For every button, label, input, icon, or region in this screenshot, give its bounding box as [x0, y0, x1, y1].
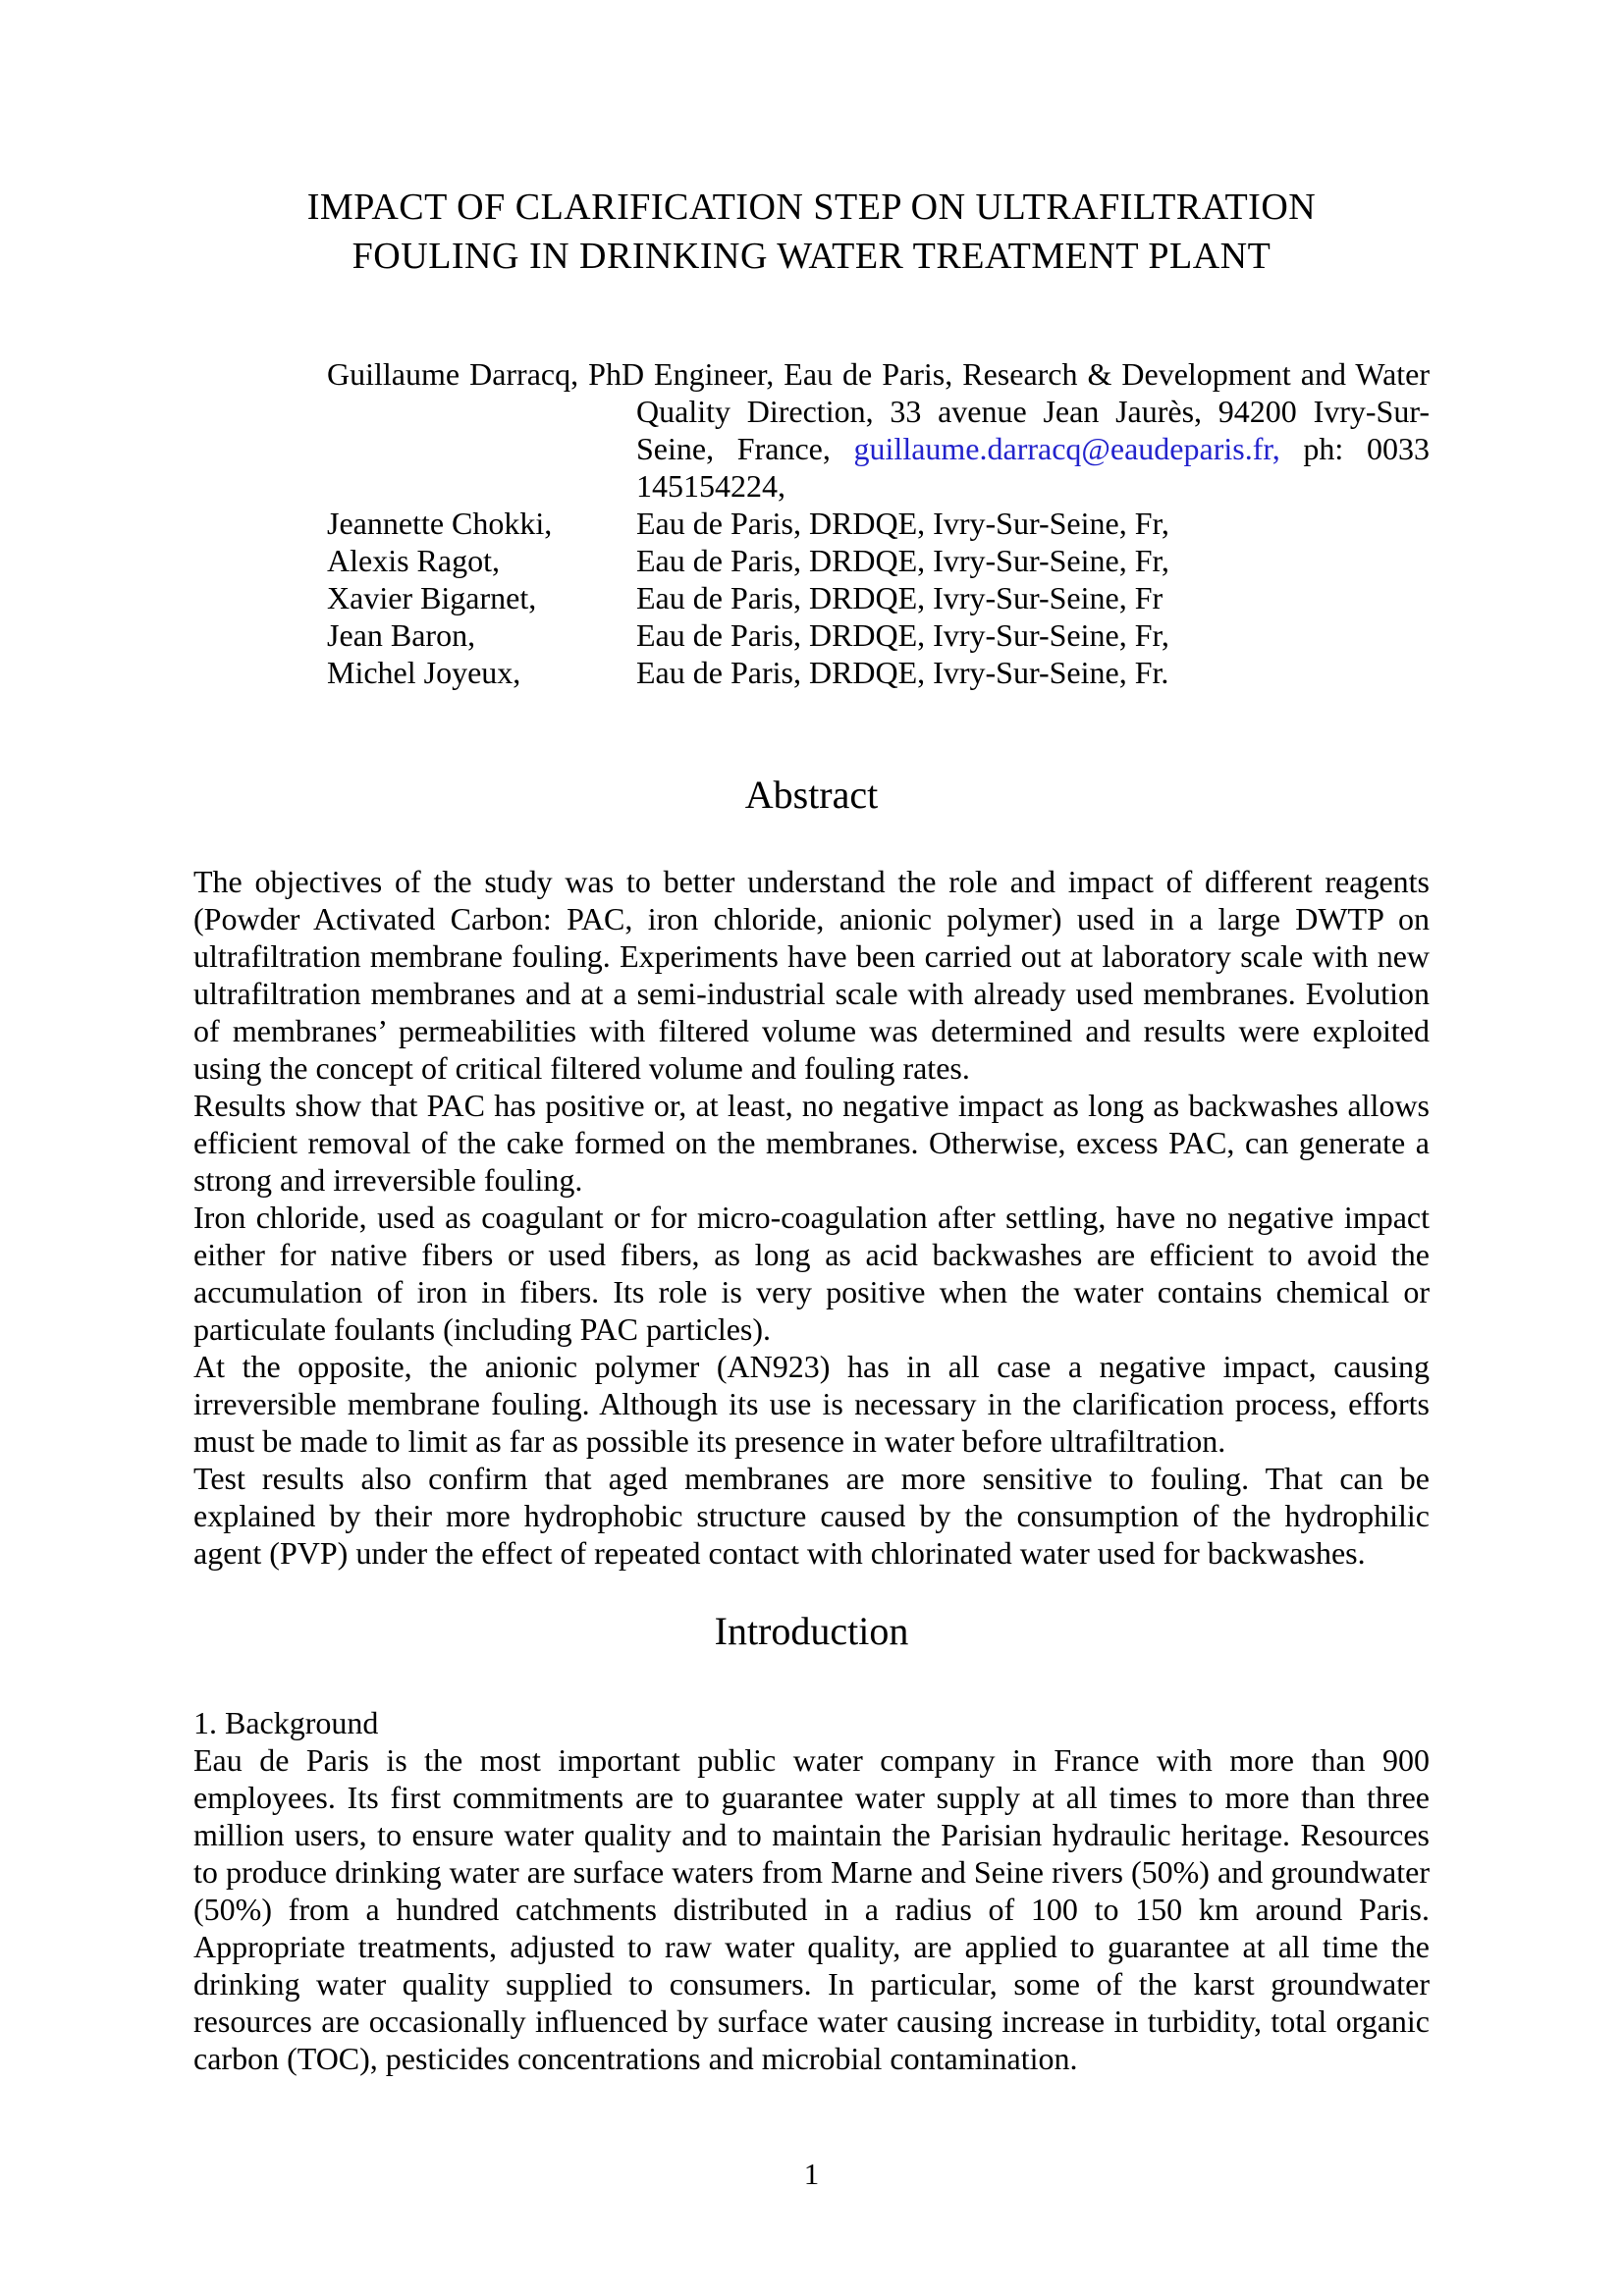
author-row — [327, 505, 1430, 542]
author-name: Jeannette Chokki, — [327, 506, 553, 541]
author-row — [327, 654, 1430, 691]
abstract-paragraph: Test results also confirm that aged membranes are more sensitive to fouling. That can be explained by their more hydrophobic structure caused by the consumption of the hydrophilic agent (PVP) under the effect of repeated contact with chlorinated water used for backwashes. — [193, 1461, 1430, 1571]
author-affiliation: Eau de Paris, DRDQE, Ivry-Sur-Seine, Fr — [636, 580, 1163, 615]
paper-title — [193, 183, 1430, 281]
author-row — [327, 542, 1430, 579]
background-paragraph: Eau de Paris is the most important public water company in France with more than 900 employees. Its first commitments are to guarantee water supply at all times to more than three million users, to ensure water quality and to maintain the Parisian hydraulic heritage. Resources to produce drinking water are surface waters from Marne and Seine rivers (50%) and groundwater (50%) from a hundred catchments distributed in a radius of 100 to 150 km around Paris. Appropriate treatments, adjusted to raw water quality, are applied to guarantee at all time the drinking water quality supplied to consumers. In particular, some of the karst groundwater resources are occasionally influenced by surface water causing increase in turbidity, total organic carbon (TOC), pesticides concentrations and microbial contamination. — [193, 1742, 1430, 2076]
author-affiliation: Eau de Paris, DRDQE, Ivry-Sur-Seine, Fr, — [636, 506, 1169, 541]
abstract-paragraph: At the opposite, the anionic polymer (AN923) has in all case a negative impact, causing irreversible membrane fouling. Although its use is necessary in the clarification process, efforts must be made to limit as far as possible its presence in water before ultrafiltration. — [193, 1349, 1430, 1459]
author-affiliation: Eau de Paris, DRDQE, Ivry-Sur-Seine, Fr. — [636, 655, 1169, 690]
author-name: Jean Baron, — [327, 617, 476, 653]
author-name: Michel Joyeux, — [327, 655, 521, 690]
abstract-heading: Abstract — [744, 773, 879, 817]
introduction-heading: Introduction — [714, 1609, 909, 1653]
lead-author-name: Guillaume Darracq, — [327, 356, 579, 392]
author-name: Alexis Ragot, — [327, 543, 500, 578]
author-name: Xavier Bigarnet, — [327, 580, 537, 615]
author-block — [193, 355, 1430, 691]
introduction-section — [193, 1704, 1430, 2077]
abstract-paragraph: Iron chloride, used as coagulant or for micro-coagulation after settling, have no negative impact either for native fibers or used fibers, as long as acid backwashes are efficient to avoid the accumulation of iron in fibers. Its role is very positive when the water contains chemical or particulate foulants (including PAC particles). — [193, 1200, 1430, 1347]
lead-author-phone: ph: 0033 145154224, — [636, 431, 1430, 504]
abstract-section — [193, 863, 1430, 1572]
author-row — [327, 579, 1430, 616]
paper-title-line-2: FOULING IN DRINKING WATER TREATMENT PLANT — [352, 236, 1271, 277]
paper-title-line-1: IMPACT OF CLARIFICATION STEP ON ULTRAFILTRATION — [306, 187, 1317, 228]
lead-author-affiliation: PhD Engineer, Eau de Paris, Research & Development and Water Quality Direction, 33 avenue Jean Jaurès, 94200 Ivry-Sur-Seine, France, — [588, 356, 1431, 466]
abstract-paragraph: The objectives of the study was to better understand the role and impact of different reagents (Powder Activated Carbon: PAC, iron chloride, anionic polymer) used in a large DWTP on ultrafiltration membrane fouling. Experiments have been carried out at laboratory scale with new ultrafiltration membranes and at a semi-industrial scale with already used membranes. Evolution of membranes’ permeabilities with filtered volume was determined and results were exploited using the concept of critical filtered volume and fouling rates. — [193, 864, 1430, 1086]
lead-author-email-link[interactable]: guillaume.darracq@eaudeparis.fr, — [853, 431, 1280, 466]
background-subheading: 1. Background — [193, 1705, 379, 1740]
author-affiliation: Eau de Paris, DRDQE, Ivry-Sur-Seine, Fr, — [636, 543, 1169, 578]
lead-author-entry — [327, 355, 1431, 505]
author-row — [327, 616, 1430, 654]
abstract-paragraph: Results show that PAC has positive or, at least, no negative impact as long as backwashes allows efficient removal of the cake formed on the membranes. Otherwise, excess PAC, can generate a strong and irreversible fouling. — [193, 1088, 1430, 1198]
author-affiliation: Eau de Paris, DRDQE, Ivry-Sur-Seine, Fr, — [636, 617, 1169, 653]
page-number: 1 — [803, 2157, 820, 2191]
